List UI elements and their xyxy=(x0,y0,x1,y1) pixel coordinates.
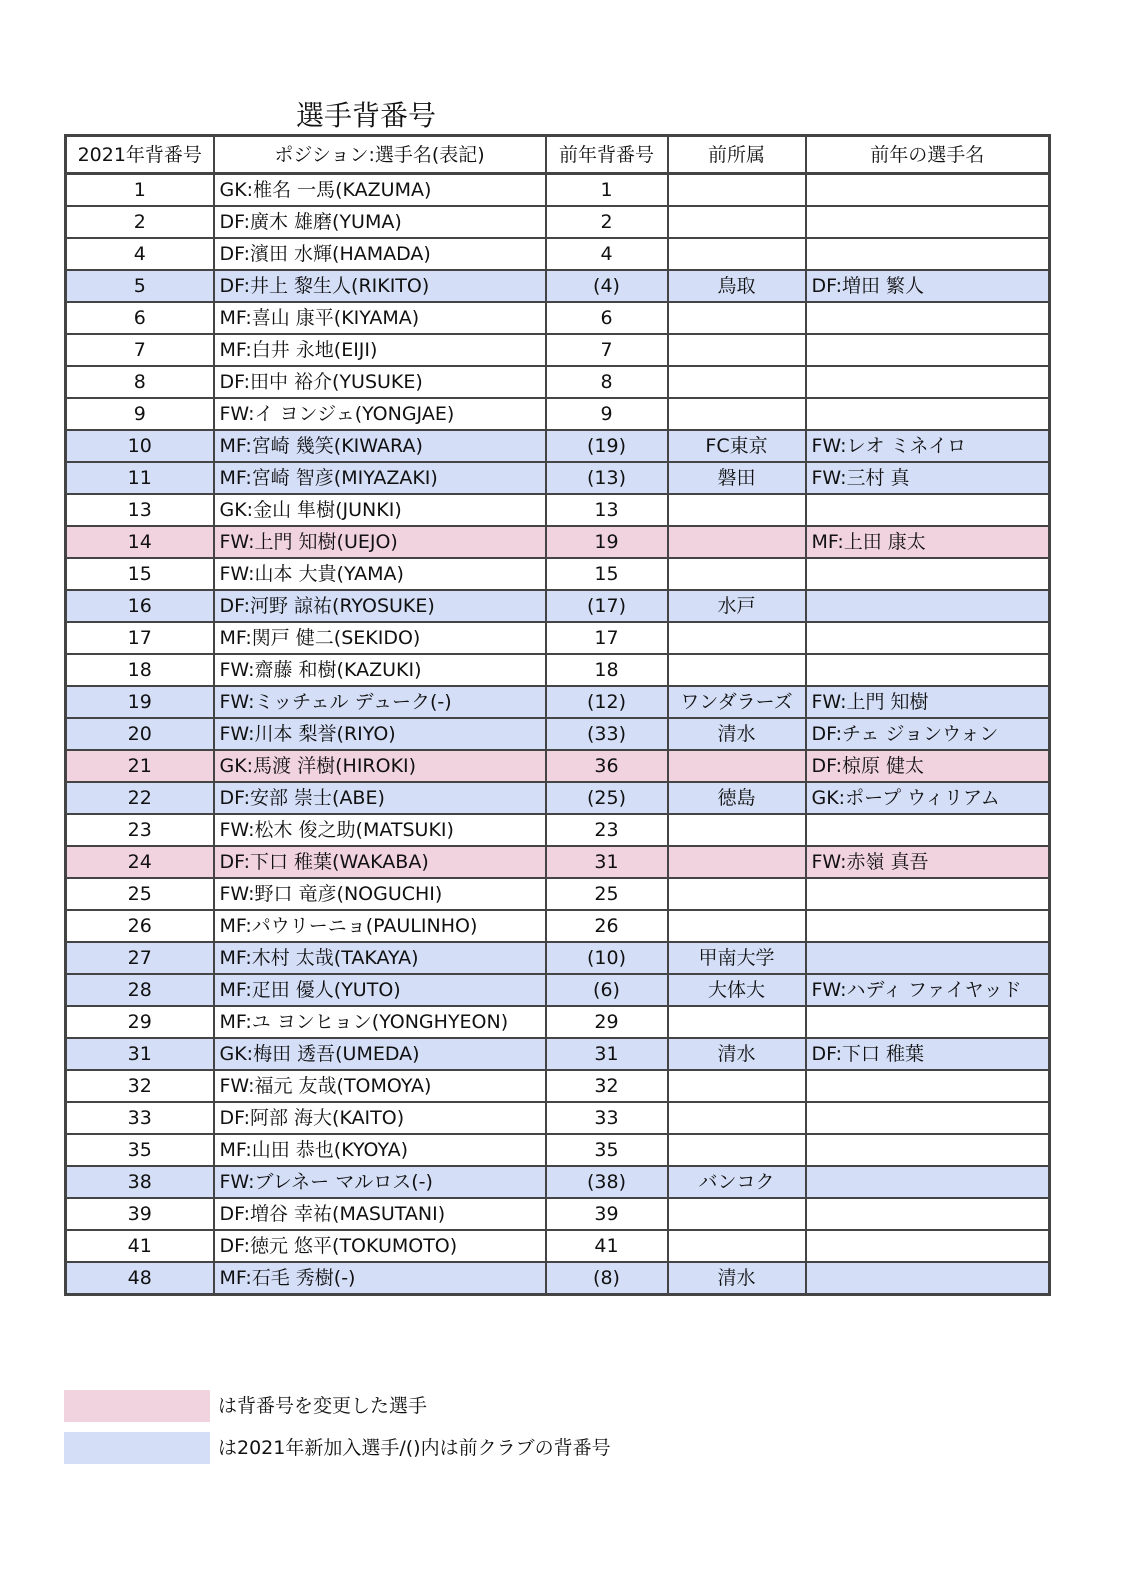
table-row xyxy=(66,398,1050,430)
cell-position-player: FW:山本 大貴(YAMA) xyxy=(214,558,546,590)
cell-previous-number: (6) xyxy=(546,974,668,1006)
cell-previous-player: FW:レオ ミネイロ xyxy=(806,430,1050,462)
cell-previous-player xyxy=(806,622,1050,654)
cell-position-player: MF:白井 永地(EIJI) xyxy=(214,334,546,366)
cell-previous-player xyxy=(806,654,1050,686)
table-row xyxy=(66,462,1050,494)
cell-previous-club xyxy=(668,846,806,878)
cell-number-2021: 18 xyxy=(66,654,214,686)
cell-previous-player xyxy=(806,1102,1050,1134)
cell-number-2021: 7 xyxy=(66,334,214,366)
cell-previous-club xyxy=(668,174,806,207)
table-row xyxy=(66,1102,1050,1134)
table-row xyxy=(66,174,1050,207)
table-row xyxy=(66,366,1050,398)
cell-position-player: DF:廣木 雄磨(YUMA) xyxy=(214,206,546,238)
cell-previous-player xyxy=(806,1070,1050,1102)
table-row xyxy=(66,526,1050,558)
table-row xyxy=(66,238,1050,270)
cell-previous-club xyxy=(668,526,806,558)
page-title: 選手背番号 xyxy=(296,99,437,132)
cell-position-player: FW:上門 知樹(UEJO) xyxy=(214,526,546,558)
cell-previous-player xyxy=(806,1006,1050,1038)
cell-previous-club xyxy=(668,1006,806,1038)
cell-position-player: GK:梅田 透吾(UMEDA) xyxy=(214,1038,546,1070)
cell-previous-number: 15 xyxy=(546,558,668,590)
roster-table xyxy=(64,134,1051,1296)
cell-position-player: MF:ユ ヨンヒョン(YONGHYEON) xyxy=(214,1006,546,1038)
cell-number-2021: 39 xyxy=(66,1198,214,1230)
cell-previous-club: バンコク xyxy=(668,1166,806,1198)
table-row xyxy=(66,1230,1050,1262)
cell-position-player: DF:増谷 幸祐(MASUTANI) xyxy=(214,1198,546,1230)
cell-position-player: MF:パウリーニョ(PAULINHO) xyxy=(214,910,546,942)
table-row xyxy=(66,1006,1050,1038)
cell-previous-number: 19 xyxy=(546,526,668,558)
cell-previous-player: GK:ポープ ウィリアム xyxy=(806,782,1050,814)
table-row xyxy=(66,974,1050,1006)
table-row xyxy=(66,494,1050,526)
cell-previous-number: 35 xyxy=(546,1134,668,1166)
cell-number-2021: 2 xyxy=(66,206,214,238)
cell-previous-player xyxy=(806,1166,1050,1198)
table-row xyxy=(66,430,1050,462)
cell-previous-number: 9 xyxy=(546,398,668,430)
cell-previous-club xyxy=(668,654,806,686)
cell-previous-club xyxy=(668,1070,806,1102)
cell-position-player: FW:ブレネー マルロス(-) xyxy=(214,1166,546,1198)
table-row xyxy=(66,558,1050,590)
cell-previous-player xyxy=(806,334,1050,366)
cell-previous-club xyxy=(668,1134,806,1166)
table-row xyxy=(66,270,1050,302)
cell-previous-number: 25 xyxy=(546,878,668,910)
cell-position-player: MF:関戸 健二(SEKIDO) xyxy=(214,622,546,654)
cell-previous-number: (10) xyxy=(546,942,668,974)
cell-previous-number: 6 xyxy=(546,302,668,334)
cell-position-player: MF:石毛 秀樹(-) xyxy=(214,1262,546,1295)
cell-previous-player: MF:上田 康太 xyxy=(806,526,1050,558)
cell-number-2021: 6 xyxy=(66,302,214,334)
cell-position-player: DF:徳元 悠平(TOKUMOTO) xyxy=(214,1230,546,1262)
cell-previous-player: DF:下口 稚葉 xyxy=(806,1038,1050,1070)
cell-number-2021: 21 xyxy=(66,750,214,782)
header-previous-club: 前所属 xyxy=(668,136,806,174)
cell-number-2021: 28 xyxy=(66,974,214,1006)
cell-position-player: FW:川本 梨誉(RIYO) xyxy=(214,718,546,750)
cell-position-player: MF:山田 恭也(KYOYA) xyxy=(214,1134,546,1166)
legend-new-swatch xyxy=(64,1432,210,1464)
cell-previous-number: 13 xyxy=(546,494,668,526)
cell-position-player: MF:宮崎 智彦(MIYAZAKI) xyxy=(214,462,546,494)
cell-previous-number: (13) xyxy=(546,462,668,494)
cell-number-2021: 26 xyxy=(66,910,214,942)
cell-previous-number: (19) xyxy=(546,430,668,462)
cell-position-player: MF:木村 太哉(TAKAYA) xyxy=(214,942,546,974)
cell-previous-number: (4) xyxy=(546,270,668,302)
cell-previous-player xyxy=(806,1262,1050,1295)
cell-previous-number: 33 xyxy=(546,1102,668,1134)
cell-number-2021: 8 xyxy=(66,366,214,398)
cell-previous-number: (38) xyxy=(546,1166,668,1198)
cell-number-2021: 38 xyxy=(66,1166,214,1198)
cell-number-2021: 31 xyxy=(66,1038,214,1070)
cell-previous-number: (17) xyxy=(546,590,668,622)
cell-previous-club: ワンダラーズ xyxy=(668,686,806,718)
cell-previous-player xyxy=(806,238,1050,270)
cell-previous-club xyxy=(668,814,806,846)
cell-previous-club xyxy=(668,494,806,526)
cell-position-player: MF:疋田 優人(YUTO) xyxy=(214,974,546,1006)
cell-position-player: GK:馬渡 洋樹(HIROKI) xyxy=(214,750,546,782)
cell-number-2021: 33 xyxy=(66,1102,214,1134)
table-row xyxy=(66,942,1050,974)
table-row xyxy=(66,1038,1050,1070)
cell-previous-club: 甲南大学 xyxy=(668,942,806,974)
cell-previous-player xyxy=(806,1134,1050,1166)
table-row xyxy=(66,782,1050,814)
header-position-player: ポジション:選手名(表記) xyxy=(214,136,546,174)
cell-previous-number: 23 xyxy=(546,814,668,846)
cell-previous-number: 17 xyxy=(546,622,668,654)
cell-position-player: GK:金山 隼樹(JUNKI) xyxy=(214,494,546,526)
table-row xyxy=(66,1134,1050,1166)
cell-position-player: FW:野口 竜彦(NOGUCHI) xyxy=(214,878,546,910)
cell-position-player: FW:イ ヨンジェ(YONGJAE) xyxy=(214,398,546,430)
cell-previous-player xyxy=(806,494,1050,526)
table-header-row xyxy=(66,136,1050,174)
header-previous-number: 前年背番号 xyxy=(546,136,668,174)
cell-previous-player xyxy=(806,206,1050,238)
cell-previous-club xyxy=(668,1102,806,1134)
cell-previous-club xyxy=(668,238,806,270)
cell-previous-player: FW:赤嶺 真吾 xyxy=(806,846,1050,878)
cell-previous-player xyxy=(806,1198,1050,1230)
cell-previous-player xyxy=(806,814,1050,846)
cell-number-2021: 9 xyxy=(66,398,214,430)
table-row xyxy=(66,1070,1050,1102)
cell-previous-player xyxy=(806,910,1050,942)
cell-previous-club xyxy=(668,622,806,654)
cell-previous-number: 41 xyxy=(546,1230,668,1262)
cell-previous-club xyxy=(668,558,806,590)
cell-position-player: DF:田中 裕介(YUSUKE) xyxy=(214,366,546,398)
cell-number-2021: 35 xyxy=(66,1134,214,1166)
table-row xyxy=(66,590,1050,622)
cell-position-player: DF:濱田 水輝(HAMADA) xyxy=(214,238,546,270)
cell-previous-number: (33) xyxy=(546,718,668,750)
table-row xyxy=(66,686,1050,718)
cell-position-player: DF:安部 崇士(ABE) xyxy=(214,782,546,814)
cell-previous-club: 鳥取 xyxy=(668,270,806,302)
cell-previous-player: FW:ハディ ファイヤッド xyxy=(806,974,1050,1006)
cell-number-2021: 10 xyxy=(66,430,214,462)
cell-previous-player xyxy=(806,878,1050,910)
cell-number-2021: 22 xyxy=(66,782,214,814)
cell-number-2021: 29 xyxy=(66,1006,214,1038)
cell-previous-club xyxy=(668,398,806,430)
cell-number-2021: 48 xyxy=(66,1262,214,1295)
cell-previous-number: 39 xyxy=(546,1198,668,1230)
cell-previous-player: DF:椋原 健太 xyxy=(806,750,1050,782)
cell-number-2021: 1 xyxy=(66,174,214,207)
cell-previous-player xyxy=(806,174,1050,207)
table-row xyxy=(66,302,1050,334)
roster-body xyxy=(66,174,1050,1295)
cell-number-2021: 5 xyxy=(66,270,214,302)
cell-number-2021: 27 xyxy=(66,942,214,974)
cell-previous-player: FW:三村 真 xyxy=(806,462,1050,494)
cell-previous-club xyxy=(668,910,806,942)
cell-position-player: FW:齋藤 和樹(KAZUKI) xyxy=(214,654,546,686)
cell-previous-number: 31 xyxy=(546,846,668,878)
table-row xyxy=(66,718,1050,750)
cell-previous-number: 4 xyxy=(546,238,668,270)
cell-position-player: FW:松木 俊之助(MATSUKI) xyxy=(214,814,546,846)
table-row xyxy=(66,910,1050,942)
cell-previous-player xyxy=(806,558,1050,590)
header-previous-player: 前年の選手名 xyxy=(806,136,1050,174)
legend-new-text: は2021年新加入選手/()内は前クラブの背番号 xyxy=(218,1437,611,1459)
cell-previous-player: DF:増田 繁人 xyxy=(806,270,1050,302)
cell-number-2021: 23 xyxy=(66,814,214,846)
cell-number-2021: 41 xyxy=(66,1230,214,1262)
table-row xyxy=(66,622,1050,654)
cell-previous-club: FC東京 xyxy=(668,430,806,462)
cell-previous-player: DF:チェ ジョンウォン xyxy=(806,718,1050,750)
table-row xyxy=(66,1166,1050,1198)
cell-number-2021: 16 xyxy=(66,590,214,622)
cell-number-2021: 20 xyxy=(66,718,214,750)
cell-previous-number: 7 xyxy=(546,334,668,366)
cell-number-2021: 17 xyxy=(66,622,214,654)
cell-position-player: MF:喜山 康平(KIYAMA) xyxy=(214,302,546,334)
cell-previous-club: 清水 xyxy=(668,718,806,750)
cell-previous-player: FW:上門 知樹 xyxy=(806,686,1050,718)
table-row xyxy=(66,1198,1050,1230)
cell-previous-player xyxy=(806,1230,1050,1262)
cell-previous-player xyxy=(806,302,1050,334)
cell-previous-club: 清水 xyxy=(668,1262,806,1295)
cell-number-2021: 15 xyxy=(66,558,214,590)
cell-previous-number: 31 xyxy=(546,1038,668,1070)
cell-previous-number: 36 xyxy=(546,750,668,782)
cell-position-player: MF:宮崎 幾笑(KIWARA) xyxy=(214,430,546,462)
cell-position-player: DF:河野 諒祐(RYOSUKE) xyxy=(214,590,546,622)
cell-previous-club xyxy=(668,366,806,398)
cell-previous-club: 徳島 xyxy=(668,782,806,814)
header-number-2021: 2021年背番号 xyxy=(66,136,214,174)
legend-changed-text: は背番号を変更した選手 xyxy=(218,1395,428,1417)
legend-changed-swatch xyxy=(64,1390,210,1422)
cell-previous-club xyxy=(668,878,806,910)
cell-previous-player xyxy=(806,942,1050,974)
cell-previous-number: (8) xyxy=(546,1262,668,1295)
cell-previous-player xyxy=(806,590,1050,622)
cell-previous-club xyxy=(668,1198,806,1230)
cell-previous-number: (25) xyxy=(546,782,668,814)
cell-number-2021: 32 xyxy=(66,1070,214,1102)
cell-previous-player xyxy=(806,398,1050,430)
cell-previous-club: 清水 xyxy=(668,1038,806,1070)
cell-previous-club xyxy=(668,1230,806,1262)
cell-number-2021: 19 xyxy=(66,686,214,718)
cell-previous-number: 2 xyxy=(546,206,668,238)
cell-previous-club: 水戸 xyxy=(668,590,806,622)
cell-position-player: DF:阿部 海大(KAITO) xyxy=(214,1102,546,1134)
cell-position-player: GK:椎名 一馬(KAZUMA) xyxy=(214,174,546,207)
cell-previous-club xyxy=(668,750,806,782)
cell-previous-club: 磐田 xyxy=(668,462,806,494)
cell-previous-club xyxy=(668,302,806,334)
cell-previous-number: 18 xyxy=(546,654,668,686)
cell-previous-number: (12) xyxy=(546,686,668,718)
cell-number-2021: 14 xyxy=(66,526,214,558)
cell-number-2021: 11 xyxy=(66,462,214,494)
cell-number-2021: 13 xyxy=(66,494,214,526)
cell-position-player: DF:下口 稚葉(WAKABA) xyxy=(214,846,546,878)
cell-position-player: DF:井上 黎生人(RIKITO) xyxy=(214,270,546,302)
cell-previous-number: 1 xyxy=(546,174,668,207)
cell-number-2021: 24 xyxy=(66,846,214,878)
cell-number-2021: 4 xyxy=(66,238,214,270)
cell-previous-number: 32 xyxy=(546,1070,668,1102)
cell-previous-club xyxy=(668,206,806,238)
table-row xyxy=(66,206,1050,238)
table-row xyxy=(66,846,1050,878)
cell-position-player: FW:福元 友哉(TOMOYA) xyxy=(214,1070,546,1102)
table-row xyxy=(66,750,1050,782)
table-row xyxy=(66,1262,1050,1295)
cell-previous-club: 大体大 xyxy=(668,974,806,1006)
cell-previous-number: 29 xyxy=(546,1006,668,1038)
cell-previous-number: 26 xyxy=(546,910,668,942)
table-row xyxy=(66,334,1050,366)
cell-position-player: FW:ミッチェル デューク(-) xyxy=(214,686,546,718)
table-row xyxy=(66,814,1050,846)
cell-previous-player xyxy=(806,366,1050,398)
table-row xyxy=(66,654,1050,686)
cell-number-2021: 25 xyxy=(66,878,214,910)
cell-previous-club xyxy=(668,334,806,366)
cell-previous-number: 8 xyxy=(546,366,668,398)
table-row xyxy=(66,878,1050,910)
